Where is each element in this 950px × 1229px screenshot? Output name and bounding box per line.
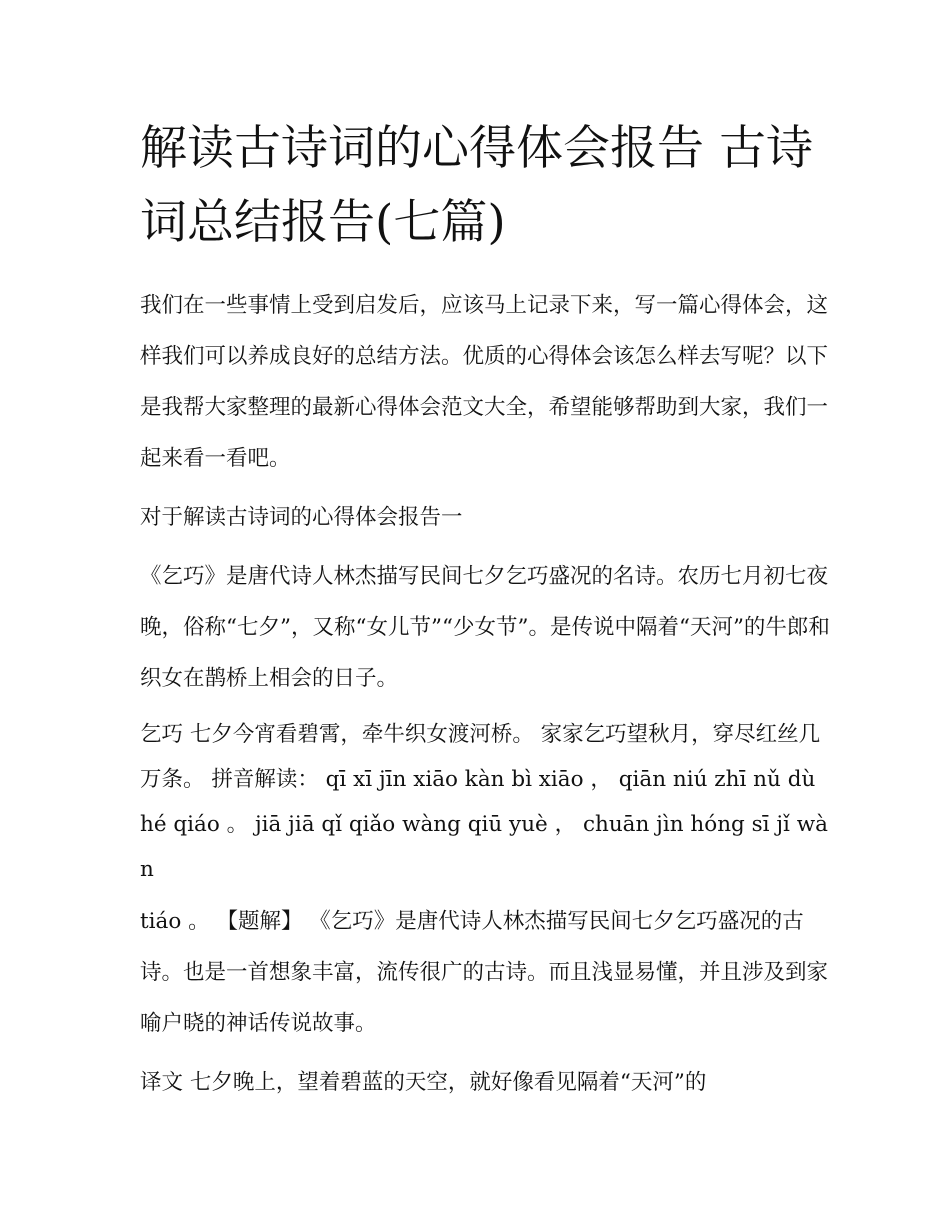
poem-background-paragraph: 《乞巧》是唐代诗人林杰描写民间七夕乞巧盛况的名诗。农历七月初七夜晚，俗称“七夕”，又称“女儿节”“少女节”。是传说中隔着“天河”的牛郎和织女在鹊桥上相会的日子。 bbox=[140, 564, 830, 691]
intro-paragraph: 我们在一些事情上受到启发后，应该马上记录下来，写一篇心得体会，这样我们可以养成良好的总结方法。优质的心得体会该怎么样去写呢？以下是我帮大家整理的最新心得体会范文大全，希望能够帮助到大家，我们一起来看一看吧。 bbox=[140, 293, 829, 471]
section-heading: 对于解读古诗词的心得体会报告一 bbox=[140, 505, 463, 530]
translation-paragraph: 译文 七夕晚上，望着碧蓝的天空，就好像看见隔着“天河”的 bbox=[140, 1070, 707, 1095]
document-body bbox=[140, 112, 830, 1116]
document-title: 解读古诗词的心得体会报告 古诗词总结报告(七篇) bbox=[140, 121, 813, 250]
poem-explanation-paragraph: tiáo 。 【题解】 《乞巧》是唐代诗人林杰描写民间七夕乞巧盛况的古诗。也是一首想象丰富，流传很广的古诗。而且浅显易懂，并且涉及到家喻户晓的神话传说故事。 bbox=[140, 909, 829, 1036]
poem-text-paragraph: 乞巧 七夕今宵看碧霄，牵牛织女渡河桥。 家家乞巧望秋月，穿尽红丝几万条。 拼音解读： qī xī jīn xiāo kàn bì xiāo ， qiān niú zhī nǔ dù hé qiáo 。 jiā jiā qǐ qiǎo wàng qiū yuè ， chuān jìn hóng sī jǐ wàn bbox=[140, 722, 828, 882]
